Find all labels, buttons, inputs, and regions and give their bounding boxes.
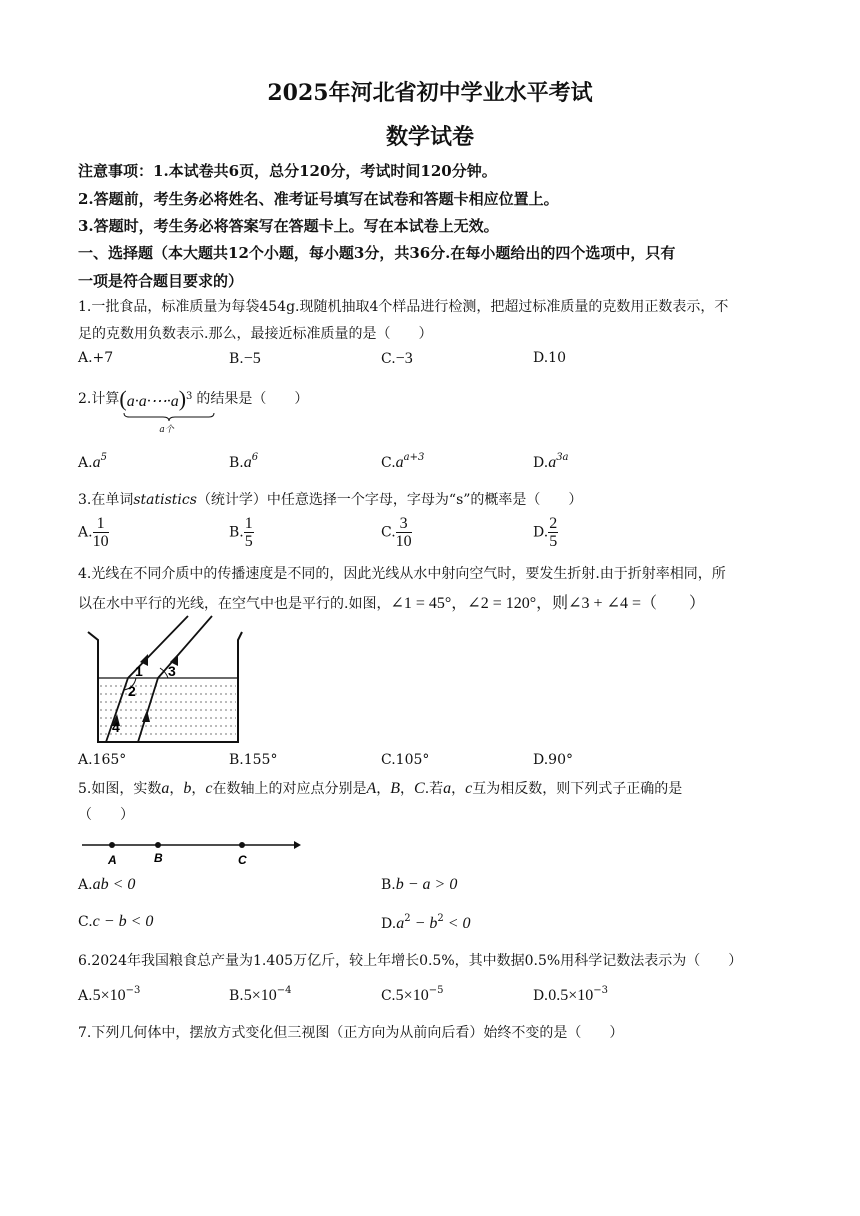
q4-option-b: B.155°: [229, 752, 278, 768]
underbrace-icon: [123, 412, 215, 422]
q4-line-1: 4.光线在不同介质中的传播速度是不同的，因此光线从水中射向空气时，要发生折射.由于折射率相同，所: [78, 566, 726, 582]
q2-underbrace-label: a个: [159, 425, 174, 435]
q2-stem: 2.计算(a·a·⋯·a)$^3$ a个 的结果是（ ）: [78, 386, 309, 435]
q1-option-d: D.10: [533, 350, 566, 366]
section-heading-line-2: 一项是符合题目要求的）: [78, 272, 244, 290]
q5-option-a: A.ab < 0: [78, 876, 136, 893]
q1-option-c: C.−3: [381, 350, 413, 367]
beaker-refraction-figure: [84, 614, 244, 746]
q7-line-1: 7.下列几何体中，摆放方式变化但三视图（正方向为从前向后看）始终不变的是（ ）: [78, 1025, 624, 1041]
notes-line-3: 3.答题时，考生务必将答案写在答题卡上。写在本试卷上无效。: [78, 217, 499, 235]
section-heading-line-1: 一、选择题（本大题共12个小题，每小题3分，共36分.在每小题给出的四个选项中，只有: [78, 244, 676, 262]
angle-label-4: 4: [112, 719, 120, 735]
q1-option-b: B.−5: [229, 350, 261, 367]
q2-option-a: $A.a^5$: [78, 452, 107, 471]
point-c-label: C: [238, 853, 247, 867]
point-b-label: B: [154, 851, 163, 865]
q1-line-1: 1.一批食品，标准质量为每袋454g.现随机抽取4个样品进行检测，把超过标准质量的克数用正数表示，不: [78, 299, 729, 315]
q2-expression: (a·a·⋯·a)$^3$ a个: [119, 386, 192, 412]
q3-option-b: B. $\frac{1}{5}$: [229, 515, 253, 550]
q2-option-c: $C.a^{a+3}$: [381, 452, 425, 471]
angle-label-3: 3: [168, 663, 176, 679]
point-c-dot: [239, 842, 245, 848]
point-a-label: A: [108, 853, 117, 867]
q5-line-2: （ ）: [78, 807, 134, 823]
q6-option-d: $D.0.5\times 10^{-3}$: [533, 985, 608, 1004]
q6-option-c: $C.5\times 10^{-5}$: [381, 985, 444, 1004]
q6-option-b: $B.5\times 10^{-4}$: [229, 985, 292, 1004]
angle-label-2: 2: [128, 683, 136, 699]
point-b-dot: [155, 842, 161, 848]
point-a-dot: [109, 842, 115, 848]
q6-line-1: 6.2024年我国粮食总产量为1.405万亿斤，较上年增长0.5%，其中数据0.5%用科学记数法表示为（ ）: [78, 953, 743, 969]
q4-line-2: 以在水中平行的光线，在空气中也是平行的.如图，∠1 = 45°，∠2 = 120°，则∠3 + ∠4 =（ ）: [78, 595, 706, 612]
q3-option-d: D. $\frac{2}{5}$: [533, 515, 558, 550]
number-line-figure: [80, 836, 302, 868]
arrow-icon: [142, 710, 150, 722]
notes-line-2: 2.答题前，考生务必将姓名、准考证号填写在试卷和答题卡相应位置上。: [78, 190, 559, 208]
q5-option-d: $D.a^2 - b^2 < 0$: [381, 913, 471, 932]
angle-label-1: 1: [135, 663, 143, 679]
q4-option-c: C.105°: [381, 752, 430, 768]
q1-option-a: A.+7: [78, 350, 114, 366]
q3-option-c: C. $\frac{3}{10}$: [381, 515, 412, 550]
exam-title: 2025年河北省初中学业水平考试: [267, 80, 593, 106]
q3-stem: 3.在单词statistics（统计学）中任意选择一个字母，字母为“s”的概率是（ ）: [78, 492, 583, 508]
q5-option-b: B.b − a > 0: [381, 876, 458, 893]
exam-subtitle: 数学试卷: [385, 124, 474, 150]
light-ray-right: [138, 616, 212, 742]
q5-line-1: 5.如图，实数a，b，c在数轴上的对应点分别是A，B，C.若a，c互为相反数，则下列式子正确的是: [78, 780, 683, 797]
notes-line-1: 注意事项：1.本试卷共6页，总分120分，考试时间120分钟。: [78, 162, 497, 180]
q1-line-2: 足的克数用负数表示.那么，最接近标准质量的是（ ）: [78, 326, 433, 342]
q5-option-c: C.c − b < 0: [78, 913, 154, 930]
q4-option-a: A.165°: [78, 752, 127, 768]
q6-option-a: $A.5\times 10^{-3}$: [78, 985, 141, 1004]
q2-option-b: $B.a^6$: [229, 452, 259, 471]
q4-option-d: D.90°: [533, 752, 573, 768]
water-hatching: [100, 686, 236, 734]
arrow-right-icon: [294, 841, 301, 849]
q2-option-d: $D.a^{3a}$: [533, 452, 569, 471]
q3-option-a: A. $\frac{1}{10}$: [78, 515, 109, 550]
